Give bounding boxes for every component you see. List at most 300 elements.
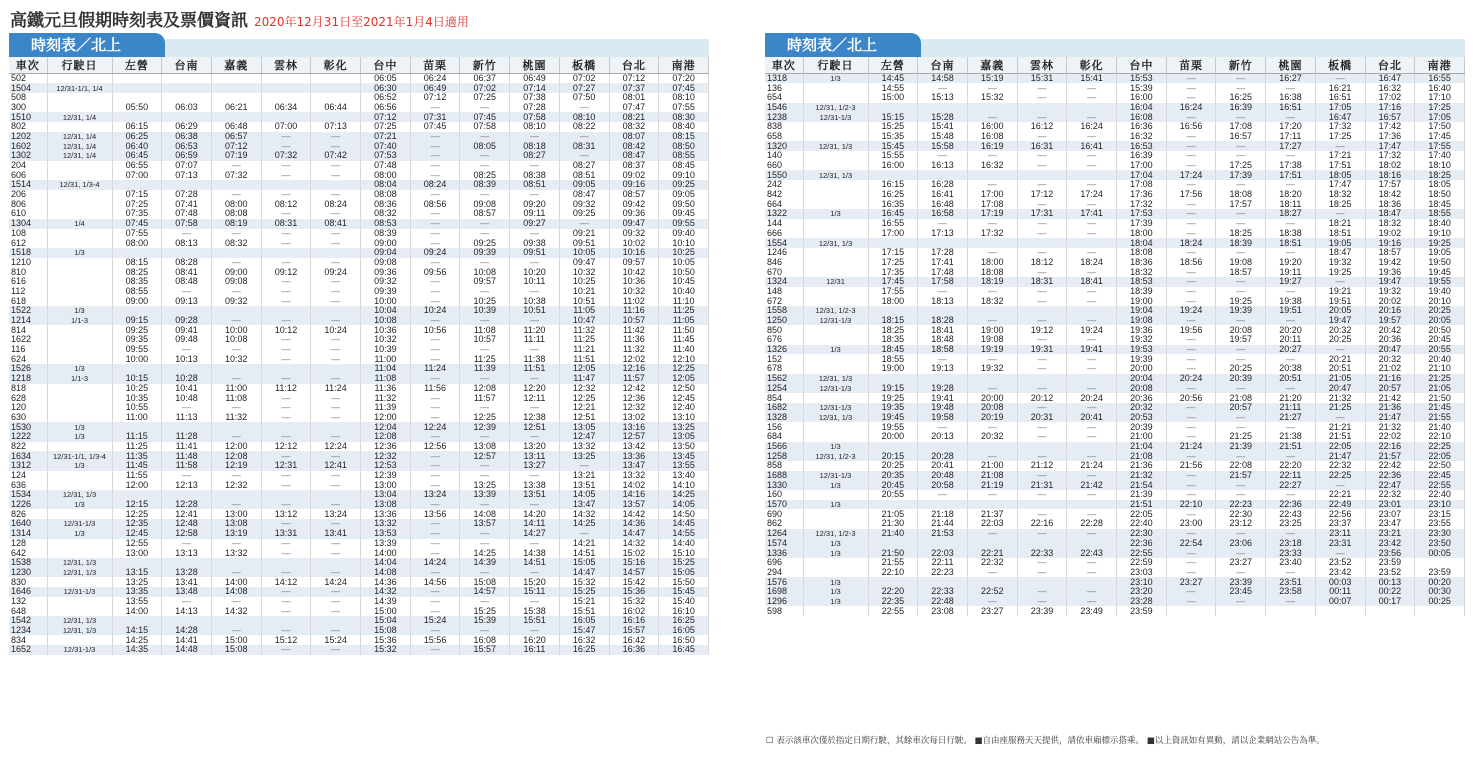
service-days: 1/3: [47, 461, 112, 471]
departure-time: 20:38: [1266, 364, 1316, 374]
departure-time: 09:48: [162, 335, 212, 345]
departure-time: 11:24: [311, 384, 361, 394]
departure-time: —: [1166, 296, 1216, 306]
table-row: [765, 103, 1465, 113]
train-number: 508: [9, 93, 47, 103]
departure-time: —: [261, 335, 311, 345]
departure-time: —: [1216, 287, 1266, 297]
departure-time: 15:24: [410, 616, 460, 626]
table-row: [9, 93, 709, 103]
departure-time: 08:01: [609, 93, 659, 103]
departure-time: 06:55: [112, 161, 162, 171]
page-title: [10, 6, 469, 31]
departure-time: —: [1017, 529, 1067, 539]
table-row: [9, 277, 709, 287]
departure-time: 12:25: [559, 393, 609, 403]
departure-time: 12:36: [609, 393, 659, 403]
column-header: 新竹: [460, 57, 510, 74]
departure-time: 14:08: [211, 587, 261, 597]
departure-time: 23:45: [1216, 587, 1266, 597]
departure-time: 07:45: [112, 219, 162, 229]
departure-time: —: [1266, 112, 1316, 122]
departure-time: 13:28: [162, 568, 212, 578]
departure-time: 11:13: [162, 413, 212, 423]
departure-time: 16:39: [1117, 151, 1167, 161]
departure-time: 08:55: [659, 151, 709, 161]
departure-time: —: [1166, 151, 1216, 161]
table-row: [765, 190, 1465, 200]
departure-time: —: [918, 219, 968, 229]
departure-time: 14:36: [361, 577, 411, 587]
departure-time: —: [410, 548, 460, 558]
service-days: 1/3: [47, 364, 112, 374]
departure-time: —: [1166, 161, 1216, 171]
train-number: 1238: [765, 112, 803, 122]
table-row: [765, 432, 1465, 442]
table-row: [9, 413, 709, 423]
service-days: 12/31, 1/3-4: [47, 180, 112, 190]
service-days: 12/31, 1/4: [47, 151, 112, 161]
departure-time: —: [1166, 568, 1216, 578]
departure-time: 15:51: [559, 606, 609, 616]
departure-time: —: [1266, 151, 1316, 161]
departure-time: —: [1017, 83, 1067, 93]
departure-time: —: [1315, 209, 1365, 219]
train-number: 1330: [765, 480, 803, 490]
departure-time: —: [1017, 316, 1067, 326]
service-days: [803, 606, 868, 616]
departure-time: 10:40: [659, 287, 709, 297]
departure-time: 14:56: [410, 577, 460, 587]
departure-time: —: [261, 229, 311, 239]
departure-time: [261, 306, 311, 316]
departure-time: 17:51: [1266, 170, 1316, 180]
departure-time: 08:47: [559, 190, 609, 200]
departure-time: 12:08: [361, 432, 411, 442]
departure-time: 19:58: [918, 413, 968, 423]
departure-time: —: [510, 190, 560, 200]
departure-time: [1315, 606, 1365, 616]
departure-time: 18:38: [1266, 229, 1316, 239]
departure-time: [311, 83, 361, 93]
departure-time: 14:45: [868, 74, 918, 84]
departure-time: 21:36: [1117, 461, 1167, 471]
departure-time: —: [261, 413, 311, 423]
departure-time: 15:08: [361, 626, 411, 636]
departure-time: 17:57: [1365, 180, 1415, 190]
departure-time: 08:00: [112, 238, 162, 248]
departure-time: 15:39: [460, 616, 510, 626]
service-days: [47, 413, 112, 423]
service-days: [47, 93, 112, 103]
departure-time: 11:00: [361, 354, 411, 364]
service-days: [47, 597, 112, 607]
departure-time: 08:24: [410, 180, 460, 190]
departure-time: 10:28: [162, 374, 212, 384]
column-header: 苗栗: [410, 57, 460, 74]
departure-time: 09:00: [112, 296, 162, 306]
train-number: 654: [765, 93, 803, 103]
service-days: [803, 461, 868, 471]
departure-time: 12:48: [162, 519, 212, 529]
departure-time: —: [1067, 354, 1117, 364]
departure-time: 14:41: [162, 635, 212, 645]
departure-time: —: [1166, 480, 1216, 490]
departure-time: 22:23: [1216, 500, 1266, 510]
departure-time: 10:08: [460, 267, 510, 277]
departure-time: 08:36: [361, 199, 411, 209]
service-days: [47, 258, 112, 268]
departure-time: 10:35: [112, 393, 162, 403]
departure-time: 00:17: [1365, 597, 1415, 607]
departure-time: —: [1017, 558, 1067, 568]
departure-time: 14:45: [659, 519, 709, 529]
departure-time: 19:56: [1166, 325, 1216, 335]
train-number: 1312: [9, 461, 47, 471]
departure-time: [967, 442, 1017, 452]
departure-time: 16:24: [1166, 103, 1216, 113]
departure-time: 13:25: [559, 451, 609, 461]
departure-time: 13:47: [559, 500, 609, 510]
departure-time: 11:32: [361, 393, 411, 403]
departure-time: —: [510, 403, 560, 413]
departure-time: [261, 112, 311, 122]
train-number: 108: [9, 229, 47, 239]
departure-time: —: [1017, 568, 1067, 578]
departure-time: —: [1017, 354, 1067, 364]
column-header: 南港: [659, 57, 709, 74]
departure-time: 23:51: [1266, 577, 1316, 587]
departure-time: —: [211, 471, 261, 481]
departure-time: 12:05: [559, 364, 609, 374]
departure-time: —: [1166, 141, 1216, 151]
departure-time: 07:15: [112, 190, 162, 200]
train-number: 156: [765, 422, 803, 432]
departure-time: 06:48: [211, 122, 261, 132]
departure-time: 07:58: [162, 219, 212, 229]
departure-time: [868, 238, 918, 248]
train-number: 818: [9, 384, 47, 394]
departure-time: —: [261, 190, 311, 200]
departure-time: 00:13: [1365, 577, 1415, 587]
departure-time: 13:05: [559, 422, 609, 432]
departure-time: 16:47: [1315, 112, 1365, 122]
departure-time: —: [460, 229, 510, 239]
departure-time: 21:40: [1415, 422, 1465, 432]
departure-time: 14:04: [361, 558, 411, 568]
departure-time: —: [510, 258, 560, 268]
departure-time: 21:24: [1067, 461, 1117, 471]
departure-time: [211, 83, 261, 93]
departure-time: 12:53: [361, 461, 411, 471]
departure-time: 16:08: [967, 132, 1017, 142]
service-days: [47, 267, 112, 277]
departure-time: —: [1315, 277, 1365, 287]
departure-time: 08:32: [609, 122, 659, 132]
departure-time: —: [261, 597, 311, 607]
departure-time: [261, 93, 311, 103]
departure-time: 18:40: [1415, 219, 1465, 229]
table-row: [9, 616, 709, 626]
table-row: [765, 606, 1465, 616]
departure-time: 18:31: [1017, 277, 1067, 287]
departure-time: —: [1067, 180, 1117, 190]
train-number: 204: [9, 161, 47, 171]
departure-time: 10:00: [211, 325, 261, 335]
departure-time: 06:49: [510, 74, 560, 84]
table-row: [9, 635, 709, 645]
departure-time: 21:11: [1266, 403, 1316, 413]
departure-time: 07:45: [460, 112, 510, 122]
departure-time: 12:11: [510, 393, 560, 403]
departure-time: [112, 558, 162, 568]
departure-time: 13:08: [361, 500, 411, 510]
train-number: 696: [765, 558, 803, 568]
departure-time: 21:31: [1017, 480, 1067, 490]
departure-time: 14:57: [460, 587, 510, 597]
departure-time: —: [410, 568, 460, 578]
table-row: [9, 122, 709, 132]
departure-time: —: [311, 403, 361, 413]
departure-time: —: [510, 374, 560, 384]
departure-time: 09:36: [361, 267, 411, 277]
departure-time: —: [410, 219, 460, 229]
departure-time: —: [211, 316, 261, 326]
departure-time: —: [1266, 384, 1316, 394]
departure-time: 15:12: [261, 635, 311, 645]
departure-time: 08:47: [609, 151, 659, 161]
table-row: [765, 471, 1465, 481]
departure-time: —: [1067, 248, 1117, 258]
departure-time: 00:03: [1315, 577, 1365, 587]
departure-time: [112, 248, 162, 258]
departure-time: 14:11: [510, 519, 560, 529]
departure-time: 11:47: [559, 374, 609, 384]
departure-time: 16:16: [609, 616, 659, 626]
service-days: [803, 422, 868, 432]
departure-time: [1017, 539, 1067, 549]
departure-time: 23:11: [1315, 529, 1365, 539]
departure-time: —: [1166, 422, 1216, 432]
departure-time: 16:28: [918, 180, 968, 190]
departure-time: 21:08: [1216, 393, 1266, 403]
departure-time: —: [1067, 161, 1117, 171]
departure-time: [211, 422, 261, 432]
departure-time: 21:53: [918, 529, 968, 539]
departure-time: 14:42: [609, 509, 659, 519]
departure-time: —: [1067, 151, 1117, 161]
departure-time: 23:00: [1166, 519, 1216, 529]
departure-time: 23:59: [1117, 606, 1167, 616]
departure-time: 08:39: [460, 180, 510, 190]
departure-time: 20:00: [868, 432, 918, 442]
departure-time: 18:41: [918, 325, 968, 335]
departure-time: 20:27: [1266, 345, 1316, 355]
train-number: 112: [9, 287, 47, 297]
departure-time: 10:12: [261, 325, 311, 335]
departure-time: 08:07: [609, 132, 659, 142]
departure-time: 17:11: [1266, 132, 1316, 142]
column-header: 南港: [1415, 57, 1465, 74]
train-number: 822: [9, 442, 47, 452]
departure-time: 12:04: [361, 422, 411, 432]
table-row: [765, 597, 1465, 607]
departure-time: 15:53: [1117, 74, 1167, 84]
departure-time: [1067, 577, 1117, 587]
departure-time: —: [311, 500, 361, 510]
departure-time: 17:45: [1415, 132, 1465, 142]
departure-time: 17:45: [868, 277, 918, 287]
departure-time: 13:36: [609, 451, 659, 461]
departure-time: [1067, 374, 1117, 384]
departure-time: 17:41: [1067, 209, 1117, 219]
departure-time: —: [460, 626, 510, 636]
departure-time: 13:47: [609, 461, 659, 471]
departure-time: —: [410, 229, 460, 239]
departure-time: 17:00: [1117, 161, 1167, 171]
departure-time: 19:20: [1266, 258, 1316, 268]
departure-time: [162, 306, 212, 316]
departure-time: 14:40: [659, 539, 709, 549]
train-number: 658: [765, 132, 803, 142]
column-header: 台北: [1365, 57, 1415, 74]
departure-time: 13:41: [162, 577, 212, 587]
departure-time: 07:28: [510, 103, 560, 113]
departure-time: —: [162, 539, 212, 549]
departure-time: 21:18: [918, 509, 968, 519]
departure-time: 13:25: [659, 422, 709, 432]
table-row: [9, 238, 709, 248]
table-row: [9, 170, 709, 180]
departure-time: 16:20: [510, 635, 560, 645]
departure-time: —: [410, 132, 460, 142]
departure-time: 22:08: [1216, 461, 1266, 471]
departure-time: [311, 248, 361, 258]
departure-time: [868, 374, 918, 384]
departure-time: 08:25: [460, 170, 510, 180]
departure-time: 12:32: [361, 451, 411, 461]
departure-time: 18:08: [1117, 248, 1167, 258]
departure-time: 15:32: [559, 577, 609, 587]
departure-time: 18:25: [1315, 199, 1365, 209]
departure-time: 08:51: [510, 180, 560, 190]
departure-time: 13:56: [410, 509, 460, 519]
train-number: 1324: [765, 277, 803, 287]
departure-time: [1365, 606, 1415, 616]
departure-time: 21:20: [1266, 393, 1316, 403]
table-row: [9, 364, 709, 374]
departure-time: 18:45: [1415, 199, 1465, 209]
train-number: 1250: [765, 316, 803, 326]
table-row: [765, 93, 1465, 103]
departure-time: —: [1216, 180, 1266, 190]
service-days: [803, 558, 868, 568]
departure-time: 12:47: [559, 432, 609, 442]
departure-time: —: [967, 219, 1017, 229]
departure-time: 16:38: [1266, 93, 1316, 103]
departure-time: [112, 306, 162, 316]
departure-time: 07:45: [410, 122, 460, 132]
table-row: [765, 577, 1465, 587]
departure-time: 17:50: [1415, 122, 1465, 132]
departure-time: 18:00: [967, 258, 1017, 268]
departure-time: —: [410, 141, 460, 151]
departure-time: 07:47: [609, 103, 659, 113]
departure-time: 16:42: [609, 635, 659, 645]
table-row: [765, 364, 1465, 374]
train-number: 612: [9, 238, 47, 248]
departure-time: —: [261, 287, 311, 297]
table-row: [9, 480, 709, 490]
departure-time: —: [162, 345, 212, 355]
departure-time: 16:19: [967, 141, 1017, 151]
departure-time: 20:24: [1067, 393, 1117, 403]
departure-time: 14:10: [659, 480, 709, 490]
departure-time: —: [410, 451, 460, 461]
service-days: [47, 480, 112, 490]
departure-time: —: [460, 374, 510, 384]
departure-time: 06:49: [410, 83, 460, 93]
departure-time: [1017, 238, 1067, 248]
departure-time: 18:28: [918, 316, 968, 326]
departure-time: —: [261, 170, 311, 180]
departure-time: —: [1216, 413, 1266, 423]
departure-time: 18:15: [868, 316, 918, 326]
departure-time: 20:11: [1266, 335, 1316, 345]
departure-time: 09:32: [609, 229, 659, 239]
departure-time: 23:06: [1216, 539, 1266, 549]
departure-time: 21:32: [1117, 471, 1167, 481]
departure-time: —: [211, 374, 261, 384]
departure-time: 09:36: [609, 209, 659, 219]
departure-time: —: [1216, 568, 1266, 578]
table-row: [9, 384, 709, 394]
departure-time: 22:10: [1166, 500, 1216, 510]
service-days: 12/31-1/1, 1/3-4: [47, 451, 112, 461]
departure-time: 11:08: [460, 325, 510, 335]
departure-time: 15:00: [361, 606, 411, 616]
departure-time: [112, 364, 162, 374]
departure-time: —: [410, 277, 460, 287]
departure-time: 10:16: [609, 248, 659, 258]
departure-time: [311, 74, 361, 84]
departure-time: —: [1017, 248, 1067, 258]
departure-time: —: [1216, 548, 1266, 558]
table-row: [765, 306, 1465, 316]
column-header: 左營: [868, 57, 918, 74]
table-row: [9, 422, 709, 432]
departure-time: 13:05: [659, 432, 709, 442]
departure-time: 15:47: [559, 626, 609, 636]
departure-time: 12:39: [460, 422, 510, 432]
departure-time: 15:04: [361, 616, 411, 626]
footnote: ☐ 表示該車次僅於指定日期行駛，其餘車次每日行駛。 ■自由座服務天天提供，請依車廂標示搭乘。 ■以上資訊如有異動，請以企業網站公告為準。: [766, 736, 1325, 746]
service-days: [47, 209, 112, 219]
departure-time: 10:57: [460, 335, 510, 345]
departure-time: 20:47: [1315, 384, 1365, 394]
departure-time: —: [1017, 296, 1067, 306]
departure-time: [311, 306, 361, 316]
departure-time: 06:24: [410, 74, 460, 84]
departure-time: 22:10: [868, 568, 918, 578]
departure-time: —: [1216, 345, 1266, 355]
departure-time: 13:24: [311, 509, 361, 519]
departure-time: —: [559, 461, 609, 471]
departure-time: 19:11: [1266, 267, 1316, 277]
departure-time: 14:00: [361, 548, 411, 558]
departure-time: 08:28: [162, 258, 212, 268]
table-row: [765, 345, 1465, 355]
